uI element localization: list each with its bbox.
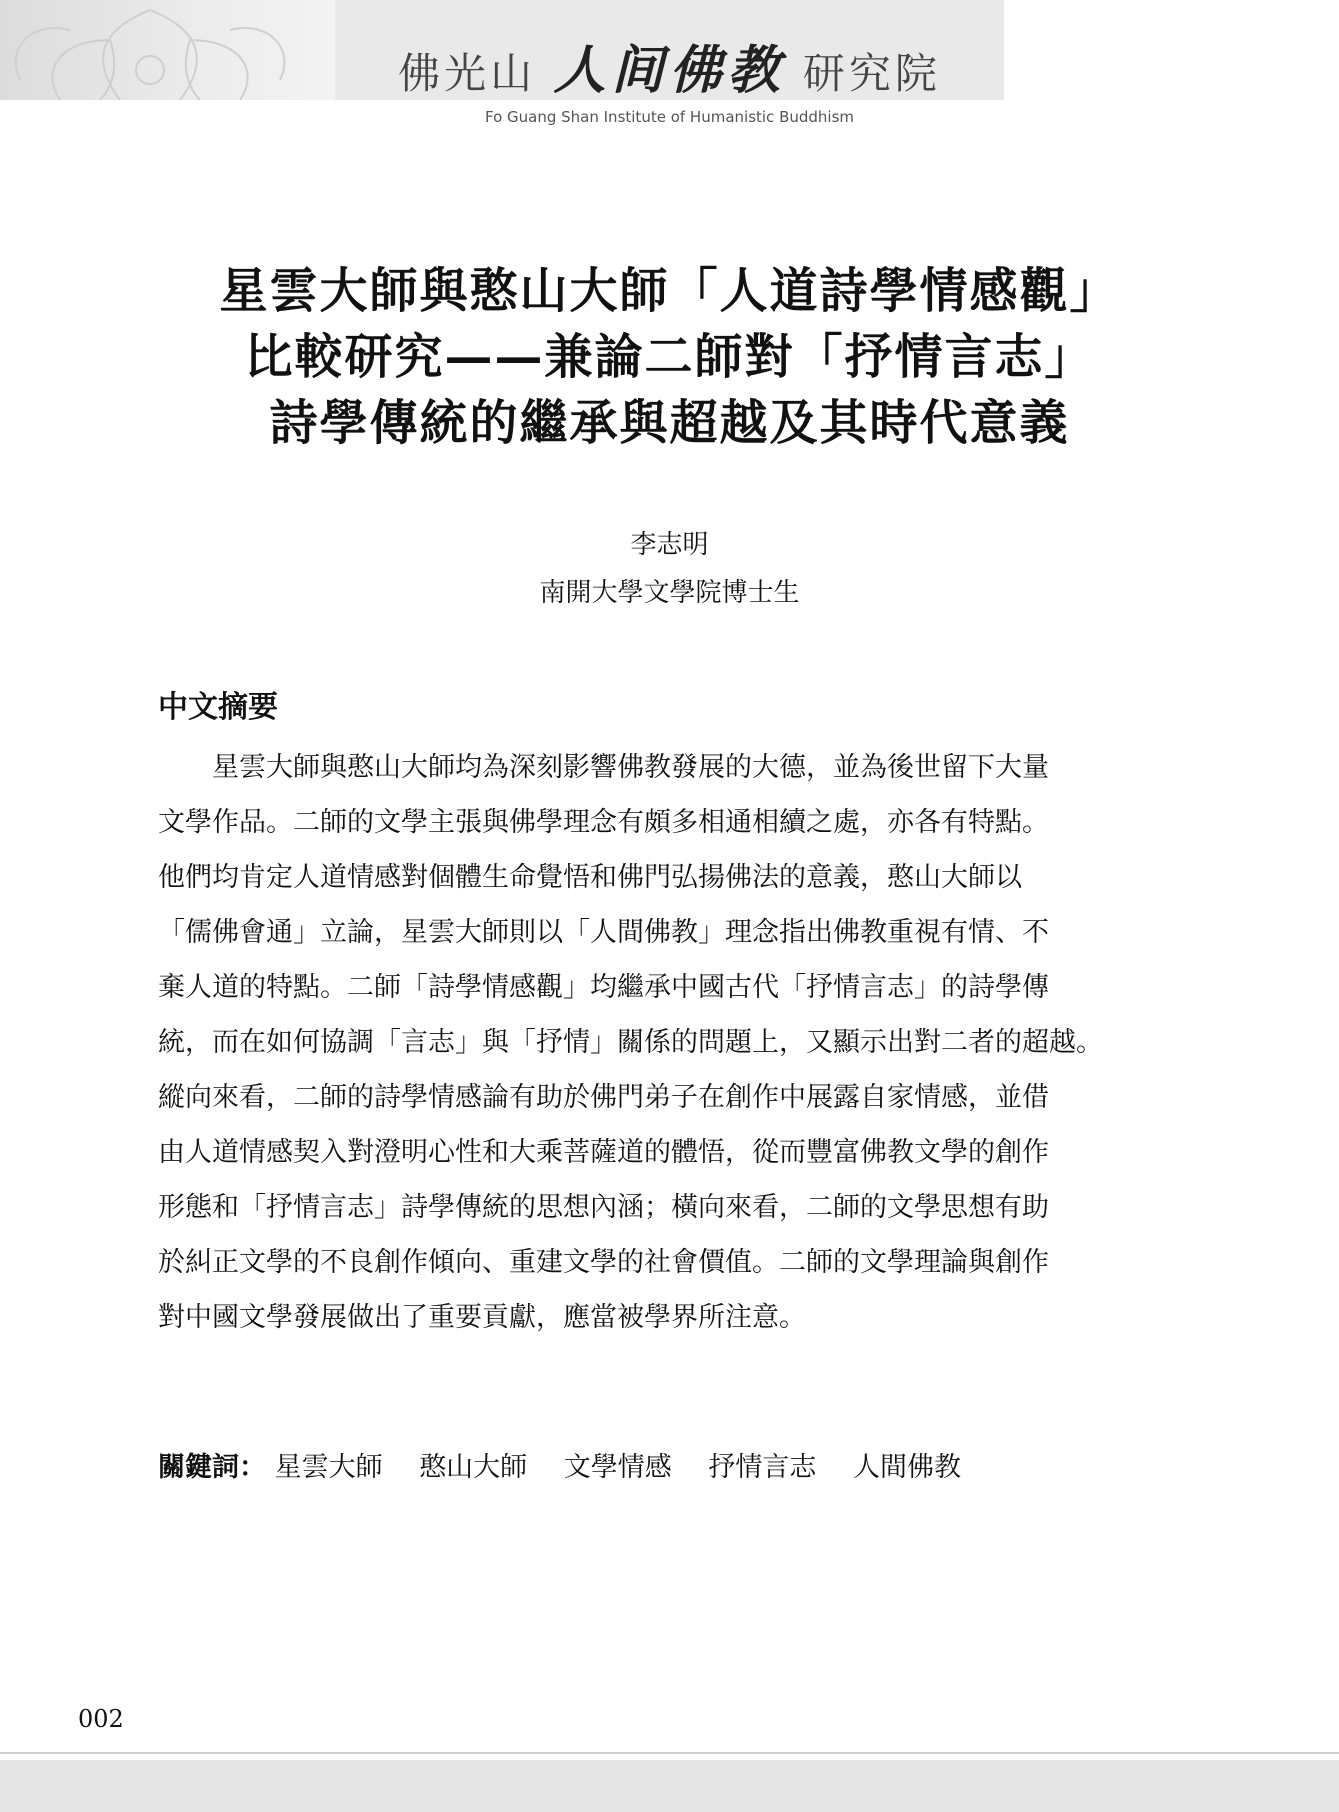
- header-lotus-decoration: [0, 0, 335, 100]
- article-title-line: 詩學傳統的繼承與超越及其時代意義: [269, 395, 1070, 451]
- keyword-item: 抒情言志: [708, 1452, 817, 1483]
- keyword-item: 星雲大師: [274, 1452, 383, 1483]
- keyword-item: 憨山大師: [419, 1452, 528, 1483]
- abstract-line: 他們均肯定人道情感對個體生命覺悟和佛門弘揚佛法的意義，憨山大師以: [158, 862, 1022, 893]
- keywords-label: 關鍵詞：: [158, 1452, 266, 1483]
- footer-divider: [0, 1752, 1339, 1754]
- author-name: 李志明: [630, 530, 709, 560]
- abstract-body: [158, 740, 1183, 1345]
- page-number: 002: [78, 1705, 124, 1733]
- keyword-item: 文學情感: [563, 1452, 672, 1483]
- institute-title-right: 研究院: [802, 49, 941, 98]
- institute-subtitle: Fo Guang Shan Institute of Humanistic Buddhism: [484, 108, 855, 126]
- abstract-line: 對中國文學發展做出了重要貢獻，應當被學界所注意。: [158, 1302, 806, 1333]
- institute-title-mid: 人间佛教: [553, 40, 786, 101]
- abstract-line: 形態和「抒情言志」詩學傳統的思想內涵；橫向來看，二師的文學思想有助: [158, 1192, 1049, 1223]
- article-title-line: 比較研究——兼論二師對「抒情言志」: [244, 329, 1095, 385]
- footer-bar: [0, 1760, 1339, 1812]
- abstract-line: 棄人道的特點。二師「詩學情感觀」均繼承中國古代「抒情言志」的詩學傳: [158, 972, 1049, 1003]
- keywords: [158, 1445, 989, 1484]
- abstract-line: 縱向來看，二師的詩學情感論有助於佛門弟子在創作中展露自家情感，並借: [158, 1082, 1049, 1113]
- institute-title-left: 佛光山: [398, 49, 537, 98]
- author-affiliation: 南開大學文學院博士生: [539, 578, 800, 608]
- keyword-item: 人間佛教: [852, 1452, 961, 1483]
- institute-title: [335, 28, 1004, 103]
- abstract-heading: 中文摘要: [158, 690, 278, 725]
- abstract-line: 星雲大師與憨山大師均為深刻影響佛教發展的大德，並為後世留下大量: [212, 752, 1049, 783]
- abstract-line: 「儒佛會通」立論，星雲大師則以「人間佛教」理念指出佛教重視有情、不: [158, 917, 1049, 948]
- abstract-line: 由人道情感契入對澄明心性和大乘菩薩道的體悟，從而豐富佛教文學的創作: [158, 1137, 1049, 1168]
- abstract-line: 統，而在如何協調「言志」與「抒情」關係的問題上，又顯示出對二者的超越。: [158, 1027, 1103, 1058]
- header-banner: [335, 0, 1004, 100]
- article-title-line: 星雲大師與憨山大師「人道詩學情感觀」: [219, 263, 1120, 319]
- abstract-line: 文學作品。二師的文學主張與佛學理念有頗多相通相續之處，亦各有特點。: [158, 807, 1049, 838]
- abstract-line: 於糾正文學的不良創作傾向、重建文學的社會價值。二師的文學理論與創作: [158, 1247, 1049, 1278]
- article-title: [150, 258, 1189, 456]
- lotus-icon: [0, 0, 335, 100]
